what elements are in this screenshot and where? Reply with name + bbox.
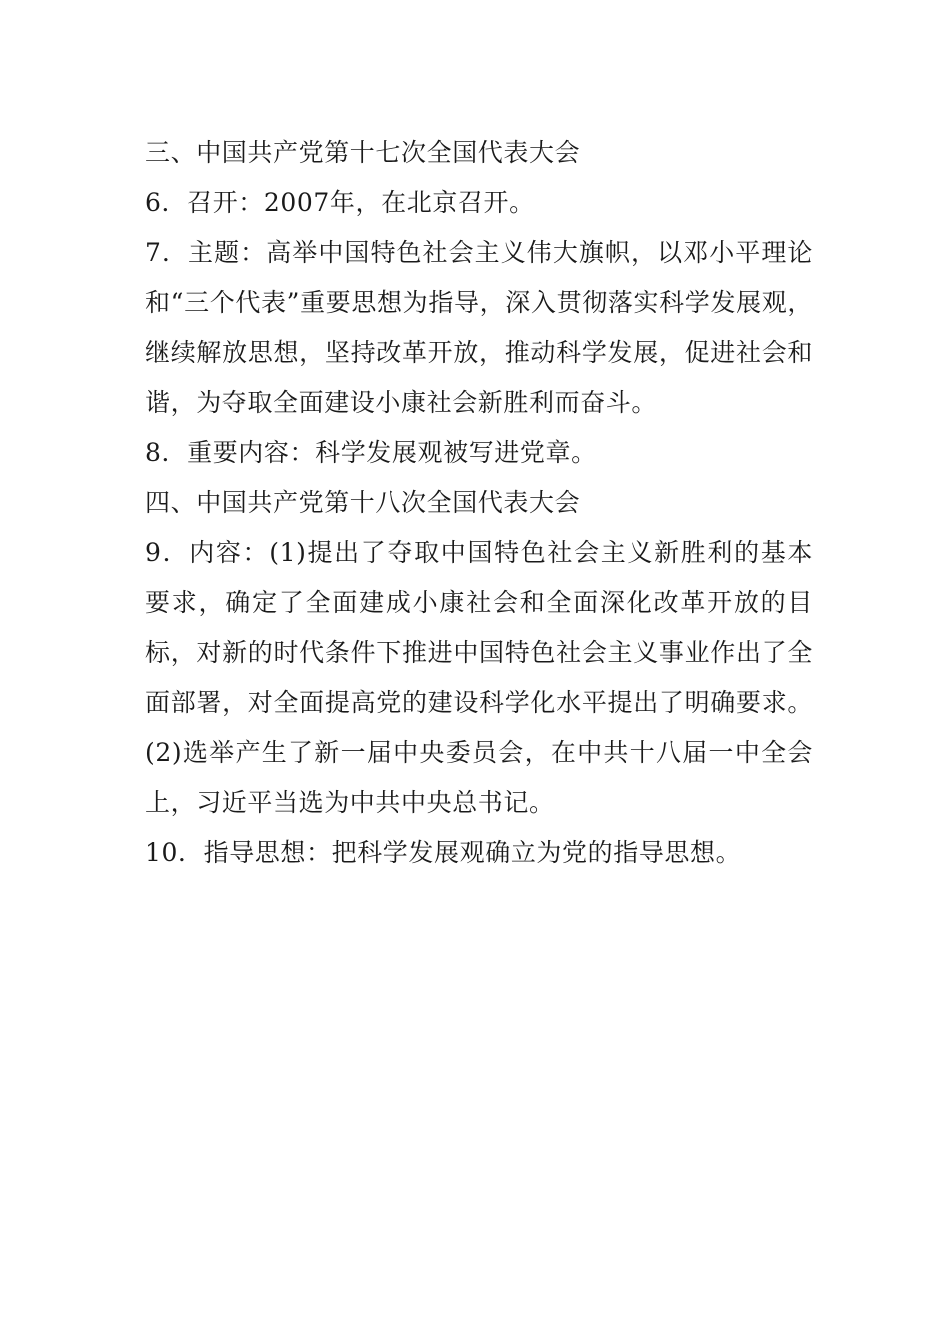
item-10-guiding-thought: 10．指导思想：把科学发展观确立为党的指导思想。 [145,838,742,867]
section-heading-17th-congress: 三、中国共产党第十七次全国代表大会 [145,138,581,167]
section-heading-18th-congress: 四、中国共产党第十八次全国代表大会 [145,488,581,517]
item-6-convening: 6．召开：2007年，在北京召开。 [145,188,535,217]
document-body [145,128,813,878]
item-9-content: 9．内容：(1)提出了夺取中国特色社会主义新胜利的基本要求，确定了全面建成小康社会和全面深化改革开放的目标，对新的时代条件下推进中国特色社会主义事业作出了全面部署，对全面提高党的建设科学化水平提出了明确要求。(2)选举产生了新一届中央委员会，在中共十八届一中全会上，习近平当选为中共中央总书记。 [145,538,813,817]
item-8-key-content: 8．重要内容：科学发展观被写进党章。 [145,438,597,467]
item-7-theme: 7．主题：高举中国特色社会主义伟大旗帜，以邓小平理论和“三个代表”重要思想为指导，深入贯彻落实科学发展观，继续解放思想，坚持改革开放，推动科学发展，促进社会和谐，为夺取全面建设小康社会新胜利而奋斗。 [145,238,813,417]
